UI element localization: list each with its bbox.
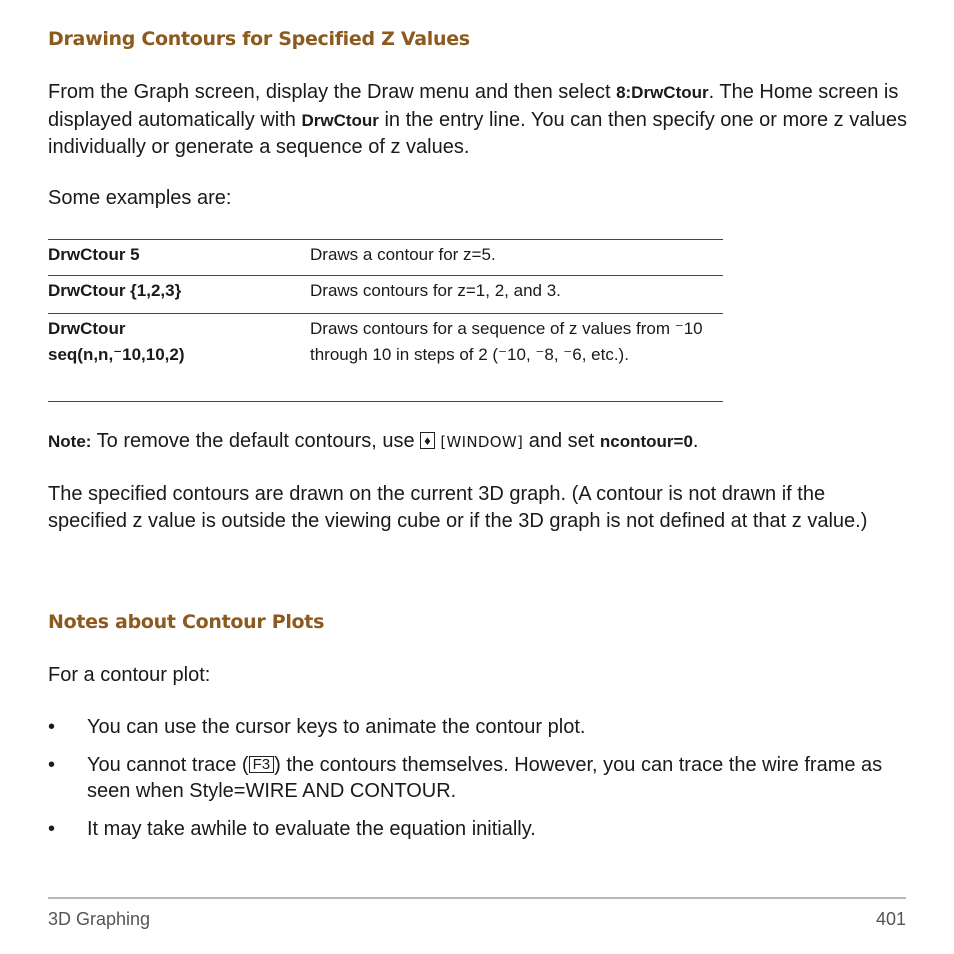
- command-name: DrwCtour: [301, 110, 379, 130]
- diamond-key-icon: ♦: [420, 432, 435, 449]
- table-row: [48, 240, 723, 276]
- table-row: [48, 314, 723, 402]
- section-heading-drawing-contours: Drawing Contours for Specified Z Values: [48, 28, 470, 50]
- examples-label: Some examples are:: [48, 187, 232, 209]
- table-row: [48, 276, 723, 314]
- f3-key-icon: F3: [249, 756, 275, 773]
- intro-paragraph: [48, 79, 908, 161]
- list-item: [48, 816, 908, 843]
- table-command-cell: DrwCtour 5: [48, 245, 140, 264]
- notes-list: [48, 714, 908, 842]
- bullet-icon: •: [48, 753, 56, 776]
- footer-divider: [48, 897, 906, 899]
- bullet-icon: •: [48, 817, 56, 840]
- page-number: 401: [875, 909, 906, 929]
- section-heading-notes-contour: Notes about Contour Plots: [48, 611, 325, 633]
- intro-text-3: in the entry line. You can then specify one or more z values individually or generate a sequence of z values.: [48, 108, 908, 158]
- table-command-cell: DrwCtour {1,2,3}: [48, 281, 182, 300]
- table-description-cell: Draws contours for z=1, 2, and 3.: [310, 281, 561, 300]
- window-key: [WINDOW]: [440, 433, 524, 451]
- bullet-text: It may take awhile to evaluate the equation initially.: [87, 817, 536, 840]
- note-text-3: .: [692, 430, 699, 452]
- note-label: Note:: [48, 432, 92, 451]
- intro-text-1: From the Graph screen, display the Draw menu and then select: [48, 81, 617, 103]
- bullet-text-a: You cannot trace (: [87, 753, 249, 776]
- contour-plot-intro: For a contour plot:: [48, 664, 211, 686]
- note-text-2: and set: [523, 430, 600, 452]
- note-paragraph: [48, 428, 908, 456]
- table-description-cell: Draws a contour for z=5.: [310, 245, 496, 264]
- command-line-2: seq(n,n,⁻10,10,2): [48, 345, 185, 364]
- ncontour-setting: ncontour=0: [599, 432, 693, 451]
- specified-contours-paragraph: The specified contours are drawn on the current 3D graph. (A contour is not drawn if the specified z value is outside the viewing cube or if the 3D graph is not defined at that z value.): [48, 483, 868, 532]
- note-text-1: To remove the default contours, use: [91, 430, 421, 452]
- examples-table: [48, 239, 723, 402]
- table-command-cell: [48, 316, 310, 401]
- intro-text-2: . The Home screen is displayed automatically with: [48, 81, 899, 131]
- bullet-icon: •: [48, 716, 56, 738]
- menu-command: 8:DrwCtour: [616, 83, 709, 102]
- list-item: [48, 714, 908, 741]
- bullet-text: You can use the cursor keys to animate the contour plot.: [87, 716, 586, 738]
- footer-section-name: 3D Graphing: [48, 909, 151, 929]
- bullet-text-b: ) the contours themselves. However, you can trace the wire frame as seen when Style=WIRE AND CONTOUR.: [87, 753, 883, 802]
- table-description-cell: Draws contours for a sequence of z values from ⁻10 through 10 in steps of 2 (⁻10, ⁻8, ⁻6, etc.).: [310, 319, 703, 364]
- command-line-1: DrwCtour: [48, 319, 126, 338]
- list-item: [48, 752, 908, 805]
